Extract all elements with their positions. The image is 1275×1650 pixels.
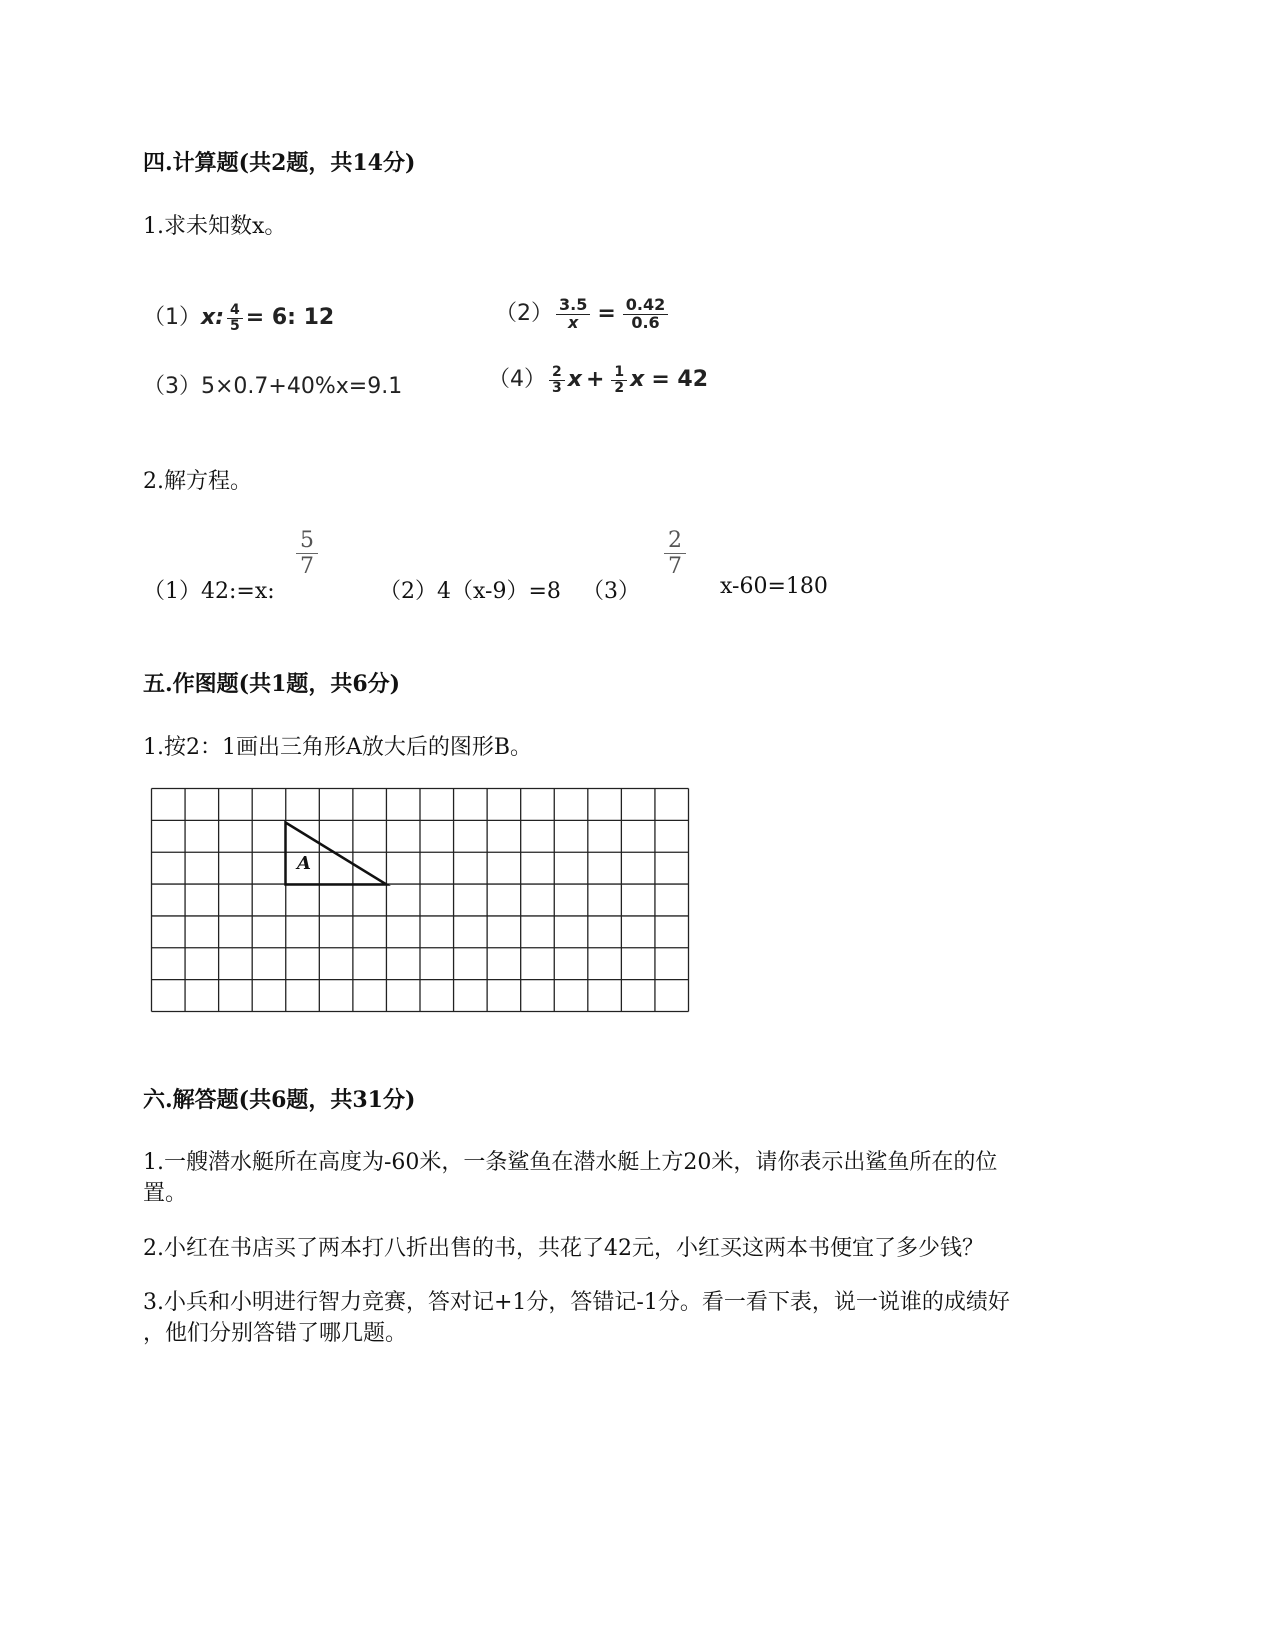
fraction bbox=[623, 294, 668, 332]
fraction bbox=[611, 365, 627, 395]
fraction-denominator: 3 bbox=[552, 379, 562, 396]
section-6-heading: 六.解答题(共6题，共31分) bbox=[143, 1087, 416, 1113]
question-4-1-text: 1.求未知数x。 bbox=[143, 214, 287, 239]
equation-4 bbox=[488, 362, 708, 395]
fraction bbox=[549, 365, 565, 395]
equation-expression: 5×0.7+40%x=9.1 bbox=[201, 374, 403, 399]
equation-q2-2: （2）4（x-9）=8 bbox=[379, 579, 561, 604]
plus-sign: + bbox=[585, 367, 605, 392]
equation-variable: x bbox=[567, 367, 582, 392]
equation-label: （3） bbox=[143, 374, 201, 399]
fraction-denominator: 5 bbox=[230, 317, 240, 334]
equation-q2-3-rest: x-60=180 bbox=[720, 574, 828, 599]
fraction-two-sevenths bbox=[664, 528, 686, 580]
fraction-numerator: 3.5 bbox=[556, 297, 590, 315]
question-6-3-line-2: ，他们分别答错了哪几题。 bbox=[143, 1321, 408, 1346]
fraction-numerator: 2 bbox=[664, 528, 686, 554]
fraction-five-sevenths bbox=[296, 528, 318, 580]
question-4-2-text: 2.解方程。 bbox=[143, 469, 252, 494]
equation-label: （4） bbox=[488, 367, 546, 392]
question-5-1-text: 1.按2：1画出三角形A放大后的图形B。 bbox=[143, 735, 533, 760]
equation-q2-1: （1）42:=x: bbox=[143, 579, 275, 604]
fraction-denominator: 7 bbox=[300, 554, 314, 580]
fraction-numerator: 4 bbox=[227, 303, 243, 319]
question-6-1-line-1: 1.一艘潜水艇所在高度为-60米，一条鲨鱼在潜水艇上方20米，请你表示出鲨鱼所在的位 bbox=[143, 1150, 998, 1175]
equation-variable: x bbox=[630, 367, 645, 392]
drawing-grid bbox=[150, 787, 691, 1014]
fraction-numerator: 0.42 bbox=[623, 297, 668, 315]
equation-rest: = 42 bbox=[651, 367, 709, 392]
fraction bbox=[227, 303, 243, 333]
equation-q2-3-label: （3） bbox=[582, 579, 640, 604]
fraction-denominator: 7 bbox=[668, 554, 682, 580]
equation-label: （2） bbox=[495, 301, 553, 326]
equation-label: （1） bbox=[143, 305, 201, 330]
equation-2 bbox=[495, 296, 671, 331]
fraction-denominator: 2 bbox=[614, 379, 625, 396]
question-6-2: 2.小红在书店买了两本打八折出售的书，共花了42元，小红买这两本书便宜了多少钱？ bbox=[143, 1236, 984, 1261]
equation-rest: = 6: 12 bbox=[245, 305, 335, 330]
equals-sign: = bbox=[597, 301, 616, 326]
fraction-denominator: x bbox=[568, 312, 579, 332]
section-5-heading: 五.作图题(共1题，共6分) bbox=[143, 671, 401, 697]
fraction-numerator: 2 bbox=[549, 365, 565, 381]
fraction-denominator: 0.6 bbox=[631, 312, 660, 332]
equation-1 bbox=[143, 300, 334, 333]
section-4-heading: 四.计算题(共2题，共14分) bbox=[143, 150, 416, 176]
equation-3 bbox=[143, 369, 402, 400]
question-6-3-line-1: 3.小兵和小明进行智力竞赛，答对记+1分，答错记-1分。看一看下表，说一说谁的成绩好 bbox=[143, 1290, 1010, 1315]
triangle-label: A bbox=[297, 853, 311, 874]
fraction-numerator: 1 bbox=[611, 365, 627, 381]
fraction bbox=[556, 294, 590, 332]
question-6-1-line-2: 置。 bbox=[143, 1181, 188, 1206]
equation-variable: x: bbox=[201, 305, 224, 330]
fraction-numerator: 5 bbox=[296, 528, 318, 554]
